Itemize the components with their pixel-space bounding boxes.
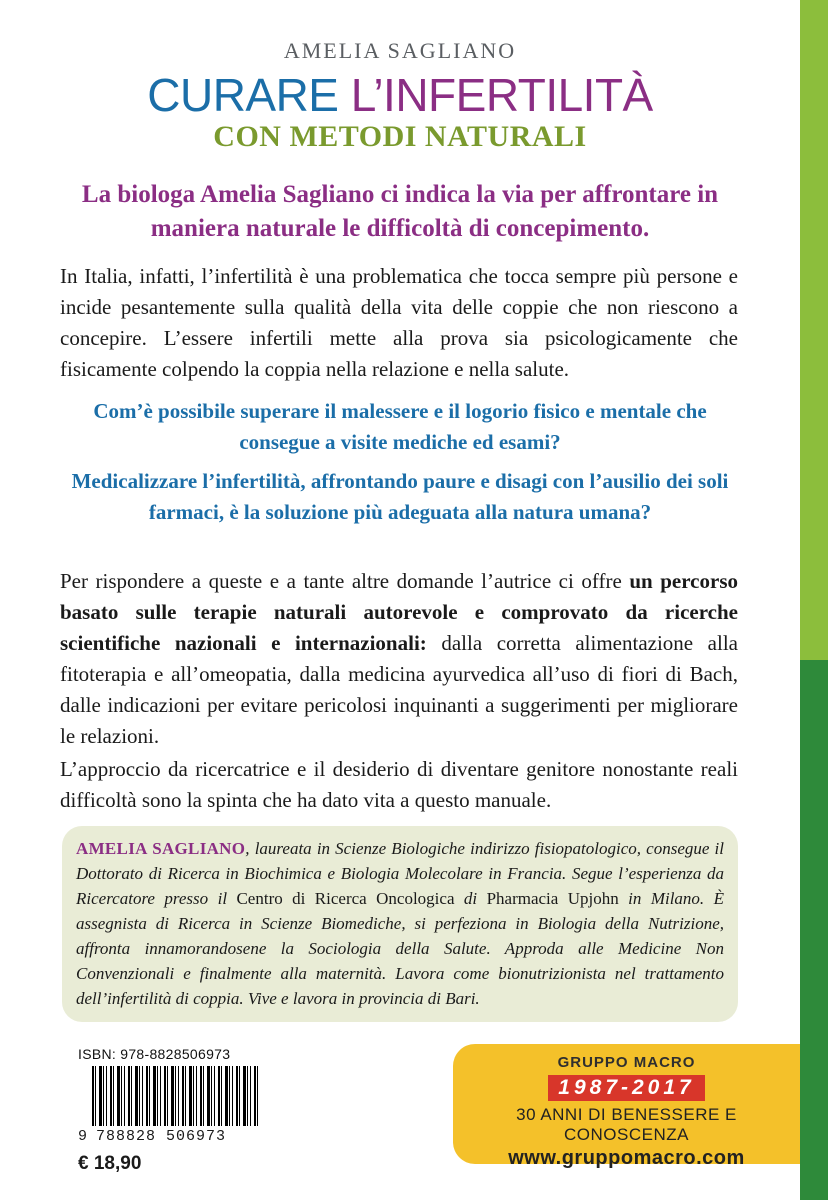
spine-band-dark (800, 660, 828, 1200)
bio-author-name: AMELIA SAGLIANO (76, 839, 246, 858)
paragraph-motivation: L’approccio da ricercatrice e il desiderio di diventare genitore nonostante reali difficoltà sono la spinta che ha dato vita a questo manuale. (60, 757, 738, 812)
barcode-area (78, 1046, 258, 1175)
paragraph-approach-intro: Per rispondere a queste e a tante altre domande l’autrice ci offre (60, 569, 630, 593)
barcode-icon (92, 1066, 260, 1126)
barcode-digits (78, 1128, 258, 1145)
publisher-badge (453, 1044, 800, 1169)
bio-company: Pharmacia Upjohn (486, 889, 619, 908)
publisher-name: GRUPPO MACRO (557, 1054, 696, 1071)
question-2: Medicalizzare l’infertilità, affrontando paure e disagi con l’ausilio dei soli farmaci, è la soluzione più adeguata alla natura umana? (71, 469, 729, 524)
bio-text-3: in Milano. È assegnista di Ricerca in Scienze Biomediche, si perfeziona in Biologia della Nutrizione, affronta innamorandosene la Sociologia della Salute. Approda alle Medicine Non Convenzionali e finalmente alla maternità. Lavora come bionutrizionista nel trattamento dell’infertilità di coppia. Vive e lavora in provincia di Bari. (76, 889, 724, 1008)
paragraph-approach-rest: dalla corretta alimentazione alla fitoterapia e all’omeopatia, dalla medicina ayurvedica all’uso di fiori di Bach, dalle indicazioni per evitare pericolosi inquinanti a suggerimenti per migliorare le relazioni. (60, 631, 738, 748)
title-part-1: CURARE (147, 69, 351, 121)
spine-color-band (800, 0, 828, 1200)
bio-institution: Centro di Ricerca Oncologica (236, 889, 455, 908)
barcode-first-digit: 9 (78, 1128, 89, 1145)
book-subtitle: CON METODI NATURALI (213, 120, 587, 153)
publisher-tagline: 30 ANNI DI BENESSERE E CONOSCENZA (516, 1105, 737, 1144)
lead-statement: La biologa Amelia Sagliano ci indica la via per affrontare in maniera naturale le difficoltà di concepimento. (81, 181, 719, 242)
title-part-2: L’INFERTILITÀ (350, 69, 653, 121)
author-name: AMELIA SAGLIANO (283, 38, 517, 63)
publisher-years: 1987-2017 (548, 1075, 704, 1101)
barcode-digits-rest: 788828 506973 (96, 1128, 227, 1145)
question-1: Com’è possibile superare il malessere e il logorio fisico e mentale che consegue a visite mediche ed esami? (93, 399, 707, 454)
author-bio-box (62, 826, 738, 1022)
publisher-url: www.gruppomacro.com (508, 1147, 745, 1169)
bio-text-2: di (454, 889, 487, 908)
isbn-label: ISBN: 978-8828506973 (78, 1046, 231, 1062)
paragraph-approach-highlight: un percorso basato sulle terapie naturali autorevole e comprovato da ricerche scientifiche nazionali e internazionali: (60, 569, 738, 655)
bio-text-1: , laureata in Scienze Biologiche indirizzo fisiopatologico, consegue il Dottorato di Ricerca in Biochimica e Biologia Molecolare in Francia. Segue l’esperienza da Ricercatore presso il (76, 839, 724, 908)
price: € 18,90 (78, 1153, 142, 1174)
author-bio (76, 836, 724, 1011)
paragraph-approach (60, 566, 738, 752)
book-title (0, 70, 800, 120)
paragraph-intro: In Italia, infatti, l’infertilità è una problematica che tocca sempre più persone e incide pesantemente sulla qualità della vita delle coppie che non riescono a concepire. L’essere infertili mette alla prova sia psicologicamente che fisicamente colpendo la coppia nella relazione e nella salute. (60, 264, 738, 381)
spine-band-light (800, 0, 828, 660)
